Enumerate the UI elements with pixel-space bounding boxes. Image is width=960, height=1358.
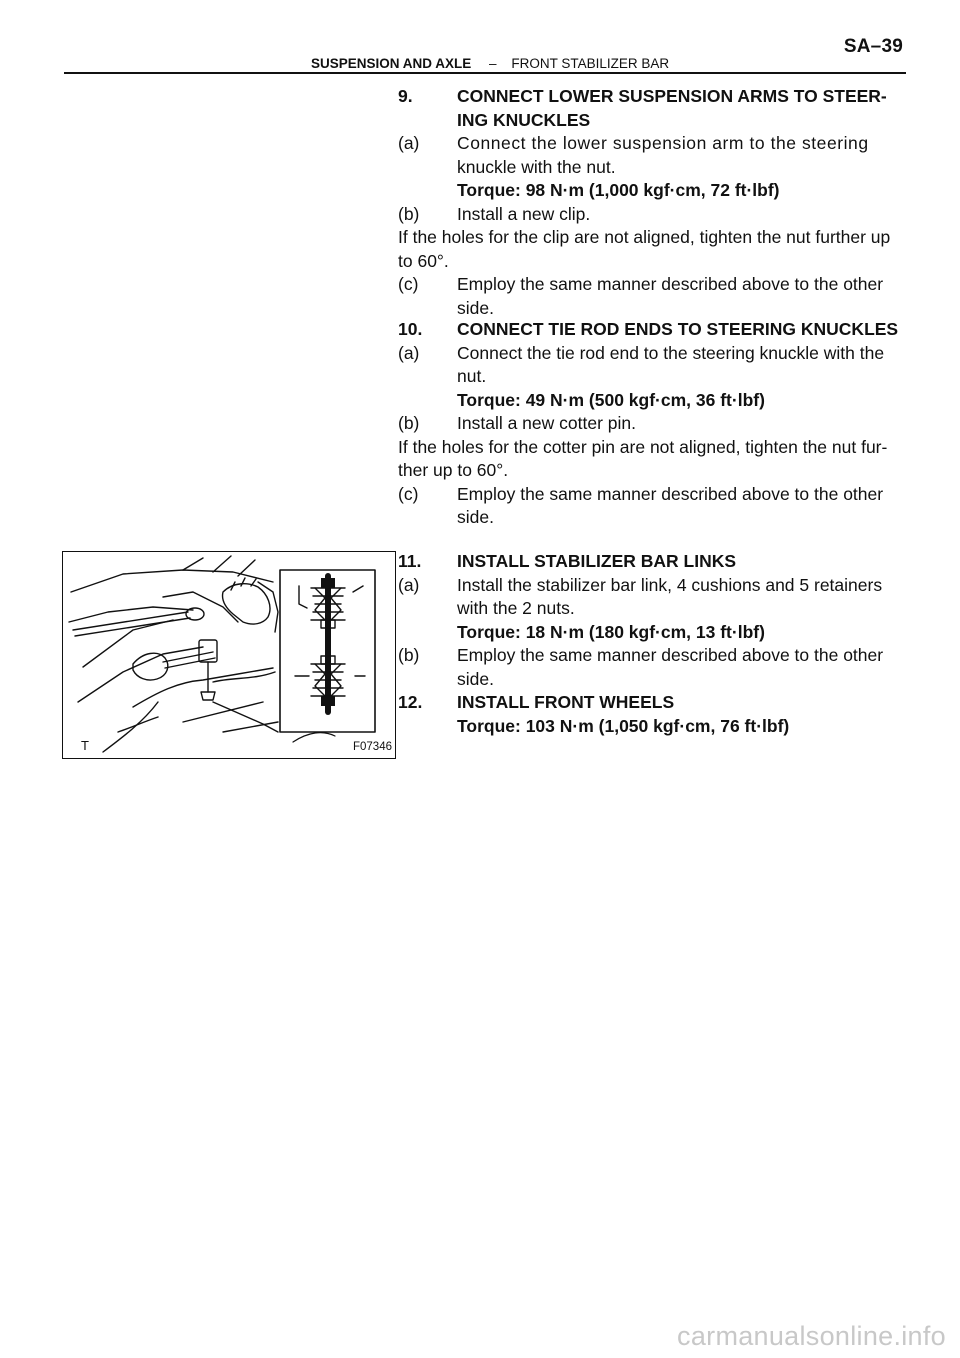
section-heading [311, 56, 669, 71]
figure-corner-label: T [81, 738, 89, 753]
header-rule [64, 72, 906, 74]
substep-a [398, 342, 910, 413]
step-10-heading [398, 318, 910, 342]
torque-spec: Torque: 98 N·m (1,000 kgf·cm, 72 ft·lbf) [457, 180, 780, 200]
substep-label: (b) [398, 413, 420, 433]
substep-b [398, 644, 910, 691]
torque-spec: Torque: 18 N·m (180 kgf·cm, 13 ft·lbf) [457, 621, 765, 642]
substep-a [398, 574, 910, 645]
illustration-drawing [63, 552, 394, 757]
stabilizer-link-illustration [62, 551, 396, 759]
step-title-line: INSTALL FRONT WHEELS [457, 692, 675, 712]
substep-line: Employ the same manner described above to the other [457, 274, 884, 294]
substep-c [398, 273, 910, 320]
substep-line: Connect the tie rod end to the steering knuckle with the [457, 342, 885, 363]
step-11 [398, 550, 910, 738]
substep-label: (c) [398, 483, 419, 504]
step-number: 11. [398, 551, 422, 571]
torque-spec: Torque: 49 N·m (500 kgf·cm, 36 ft·lbf) [457, 389, 765, 410]
substep-line: Employ the same manner described above to the other [457, 645, 884, 665]
step-number: 10. [398, 319, 423, 339]
substep-label: (a) [398, 133, 420, 153]
substep-line: side. [457, 507, 494, 527]
substep-line: nut. [457, 366, 487, 386]
step-title-line: CONNECT TIE ROD ENDS TO STEERING KNUCKLES [457, 319, 899, 339]
substep-label: (a) [398, 342, 420, 363]
substep-a [398, 132, 910, 203]
step-10 [398, 318, 910, 530]
step-title-line: CONNECT LOWER SUSPENSION ARMS TO STEER- [457, 86, 887, 106]
substep-line: Employ the same manner described above to the other [457, 483, 884, 504]
substep-label: (c) [398, 274, 419, 294]
substep-line: knuckle with the nut. [457, 156, 616, 177]
substep-line: Install a new clip. [457, 203, 591, 224]
note-line: If the holes for the cotter pin are not aligned, tighten the nut fur- [398, 436, 888, 457]
note-line: to 60°. [398, 250, 449, 271]
step-title-line: ING KNUCKLES [457, 109, 591, 130]
substep-b [398, 412, 910, 436]
torque-spec: Torque: 103 N·m (1,050 kgf·cm, 76 ft·lbf) [457, 715, 790, 736]
page-code: SA–39 [843, 36, 903, 57]
subsection-title: FRONT STABILIZER BAR [511, 56, 670, 71]
step-11-heading [398, 550, 910, 574]
note-line: If the holes for the clip are not aligned, tighten the nut further up [398, 227, 891, 247]
figure-code: F07346 [352, 741, 392, 753]
substep-c [398, 483, 910, 530]
substep-line: Connect the lower suspension arm to the steering [457, 133, 869, 153]
step-9-heading [398, 85, 910, 132]
substep-label: (b) [398, 645, 420, 665]
substep-line: side. [457, 297, 494, 318]
step-number: 12. [398, 692, 423, 712]
substep-line: Install the stabilizer bar link, 4 cushions and 5 retainers [457, 574, 883, 595]
section-separator: – [489, 56, 497, 71]
watermark: carmanualsonline.info [677, 1321, 946, 1351]
substep-label: (b) [398, 203, 420, 224]
step-number: 9. [398, 86, 413, 106]
substep-line: side. [457, 668, 494, 689]
substep-b [398, 203, 910, 227]
substep-line: Install a new cotter pin. [457, 413, 636, 433]
substep-label: (a) [398, 574, 420, 595]
step-title-line: INSTALL STABILIZER BAR LINKS [457, 551, 737, 571]
step-9 [398, 85, 910, 320]
substep-line: with the 2 nuts. [457, 598, 575, 618]
section-title: SUSPENSION AND AXLE [311, 56, 472, 71]
note-line: ther up to 60°. [398, 460, 509, 480]
step-12-heading [398, 691, 910, 738]
